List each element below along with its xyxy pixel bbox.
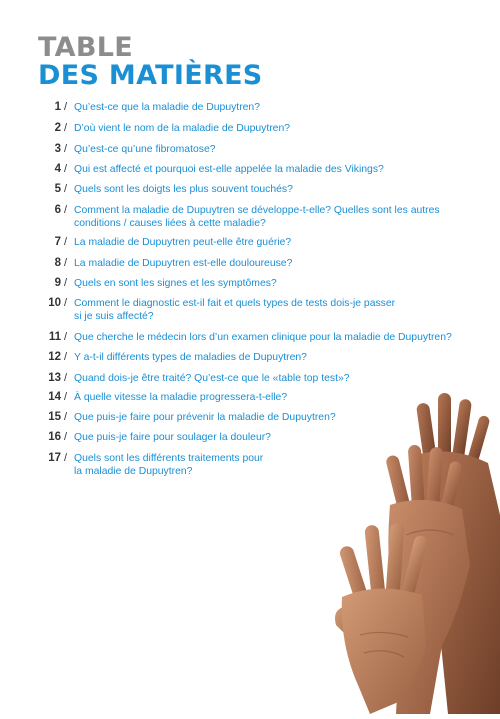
- toc-link[interactable]: Comment la maladie de Dupuytren se développe-t-elle? Quelles sont les autres conditions / causes liées à cette maladie?: [74, 205, 440, 229]
- toc-separator: /: [64, 391, 68, 403]
- toc-number: 16: [48, 431, 61, 443]
- toc-number: 17: [48, 452, 61, 464]
- toc-separator: /: [64, 351, 68, 363]
- toc-number: 9: [54, 277, 61, 289]
- toc-link[interactable]: La maladie de Dupuytren est-elle douloureuse?: [74, 258, 293, 269]
- toc-separator: /: [64, 163, 68, 175]
- toc-separator: /: [64, 183, 68, 195]
- toc-separator: /: [64, 277, 68, 289]
- toc-number: 2: [54, 122, 61, 134]
- toc-number: 12: [48, 351, 61, 363]
- toc-link[interactable]: D’où vient le nom de la maladie de Dupuytren?: [74, 123, 291, 134]
- toc-number: 3: [54, 143, 61, 155]
- toc-number: 1: [54, 101, 61, 113]
- toc-link[interactable]: Quand dois-je être traité? Qu’est-ce que le «table top test»?: [74, 373, 350, 384]
- toc-number: 11: [48, 331, 61, 343]
- toc-link[interactable]: Quels en sont les signes et les symptômes?: [74, 278, 277, 289]
- toc-number: 6: [54, 204, 61, 216]
- toc-separator: /: [64, 236, 68, 248]
- page-title: [38, 34, 263, 90]
- toc-separator: /: [64, 101, 68, 113]
- raised-hands-photo: [330, 385, 500, 714]
- toc-separator: /: [64, 297, 68, 309]
- toc-separator: /: [64, 411, 68, 423]
- toc-number: 8: [54, 257, 61, 269]
- toc-separator: /: [64, 431, 68, 443]
- toc-link[interactable]: Y a-t-il différents types de maladies de Dupuytren?: [74, 352, 307, 363]
- toc-link[interactable]: Quels sont les doigts les plus souvent touchés?: [74, 184, 293, 195]
- toc-link[interactable]: Que puis-je faire pour soulager la douleur?: [74, 432, 271, 443]
- toc-link[interactable]: Que puis-je faire pour prévenir la maladie de Dupuytren?: [74, 412, 336, 423]
- title-line-1: TABLE: [38, 32, 133, 63]
- toc-separator: /: [64, 331, 68, 343]
- toc-number: 10: [48, 297, 61, 309]
- toc-number: 15: [48, 411, 61, 423]
- toc-separator: /: [64, 204, 68, 216]
- toc-separator: /: [64, 372, 68, 384]
- toc-link[interactable]: La maladie de Dupuytren peut-elle être guérie?: [74, 237, 292, 248]
- toc-number: 5: [54, 183, 61, 195]
- toc-link[interactable]: Qu’est-ce que la maladie de Dupuytren?: [74, 102, 260, 113]
- toc-separator: /: [64, 452, 68, 464]
- toc-link[interactable]: Comment le diagnostic est-il fait et quels types de tests dois-je passer si je suis affecté?: [74, 298, 396, 322]
- toc-link[interactable]: À quelle vitesse la maladie progressera-t-elle?: [74, 392, 288, 403]
- title-line-2: DES MATIÈRES: [38, 60, 263, 91]
- toc-link[interactable]: Qu’est-ce qu’une fibromatose?: [74, 144, 216, 155]
- toc-number: 14: [48, 391, 61, 403]
- toc-number: 4: [54, 163, 61, 175]
- toc-link[interactable]: Quels sont les différents traitements pour la maladie de Dupuytren?: [74, 453, 264, 477]
- toc-separator: /: [64, 122, 68, 134]
- toc-link[interactable]: Que cherche le médecin lors d’un examen clinique pour la maladie de Dupuytren?: [74, 332, 452, 343]
- toc-number: 13: [48, 372, 61, 384]
- toc-number: 7: [54, 236, 61, 248]
- toc-separator: /: [64, 257, 68, 269]
- toc-link[interactable]: Qui est affecté et pourquoi est-elle appelée la maladie des Vikings?: [74, 164, 384, 175]
- toc-separator: /: [64, 143, 68, 155]
